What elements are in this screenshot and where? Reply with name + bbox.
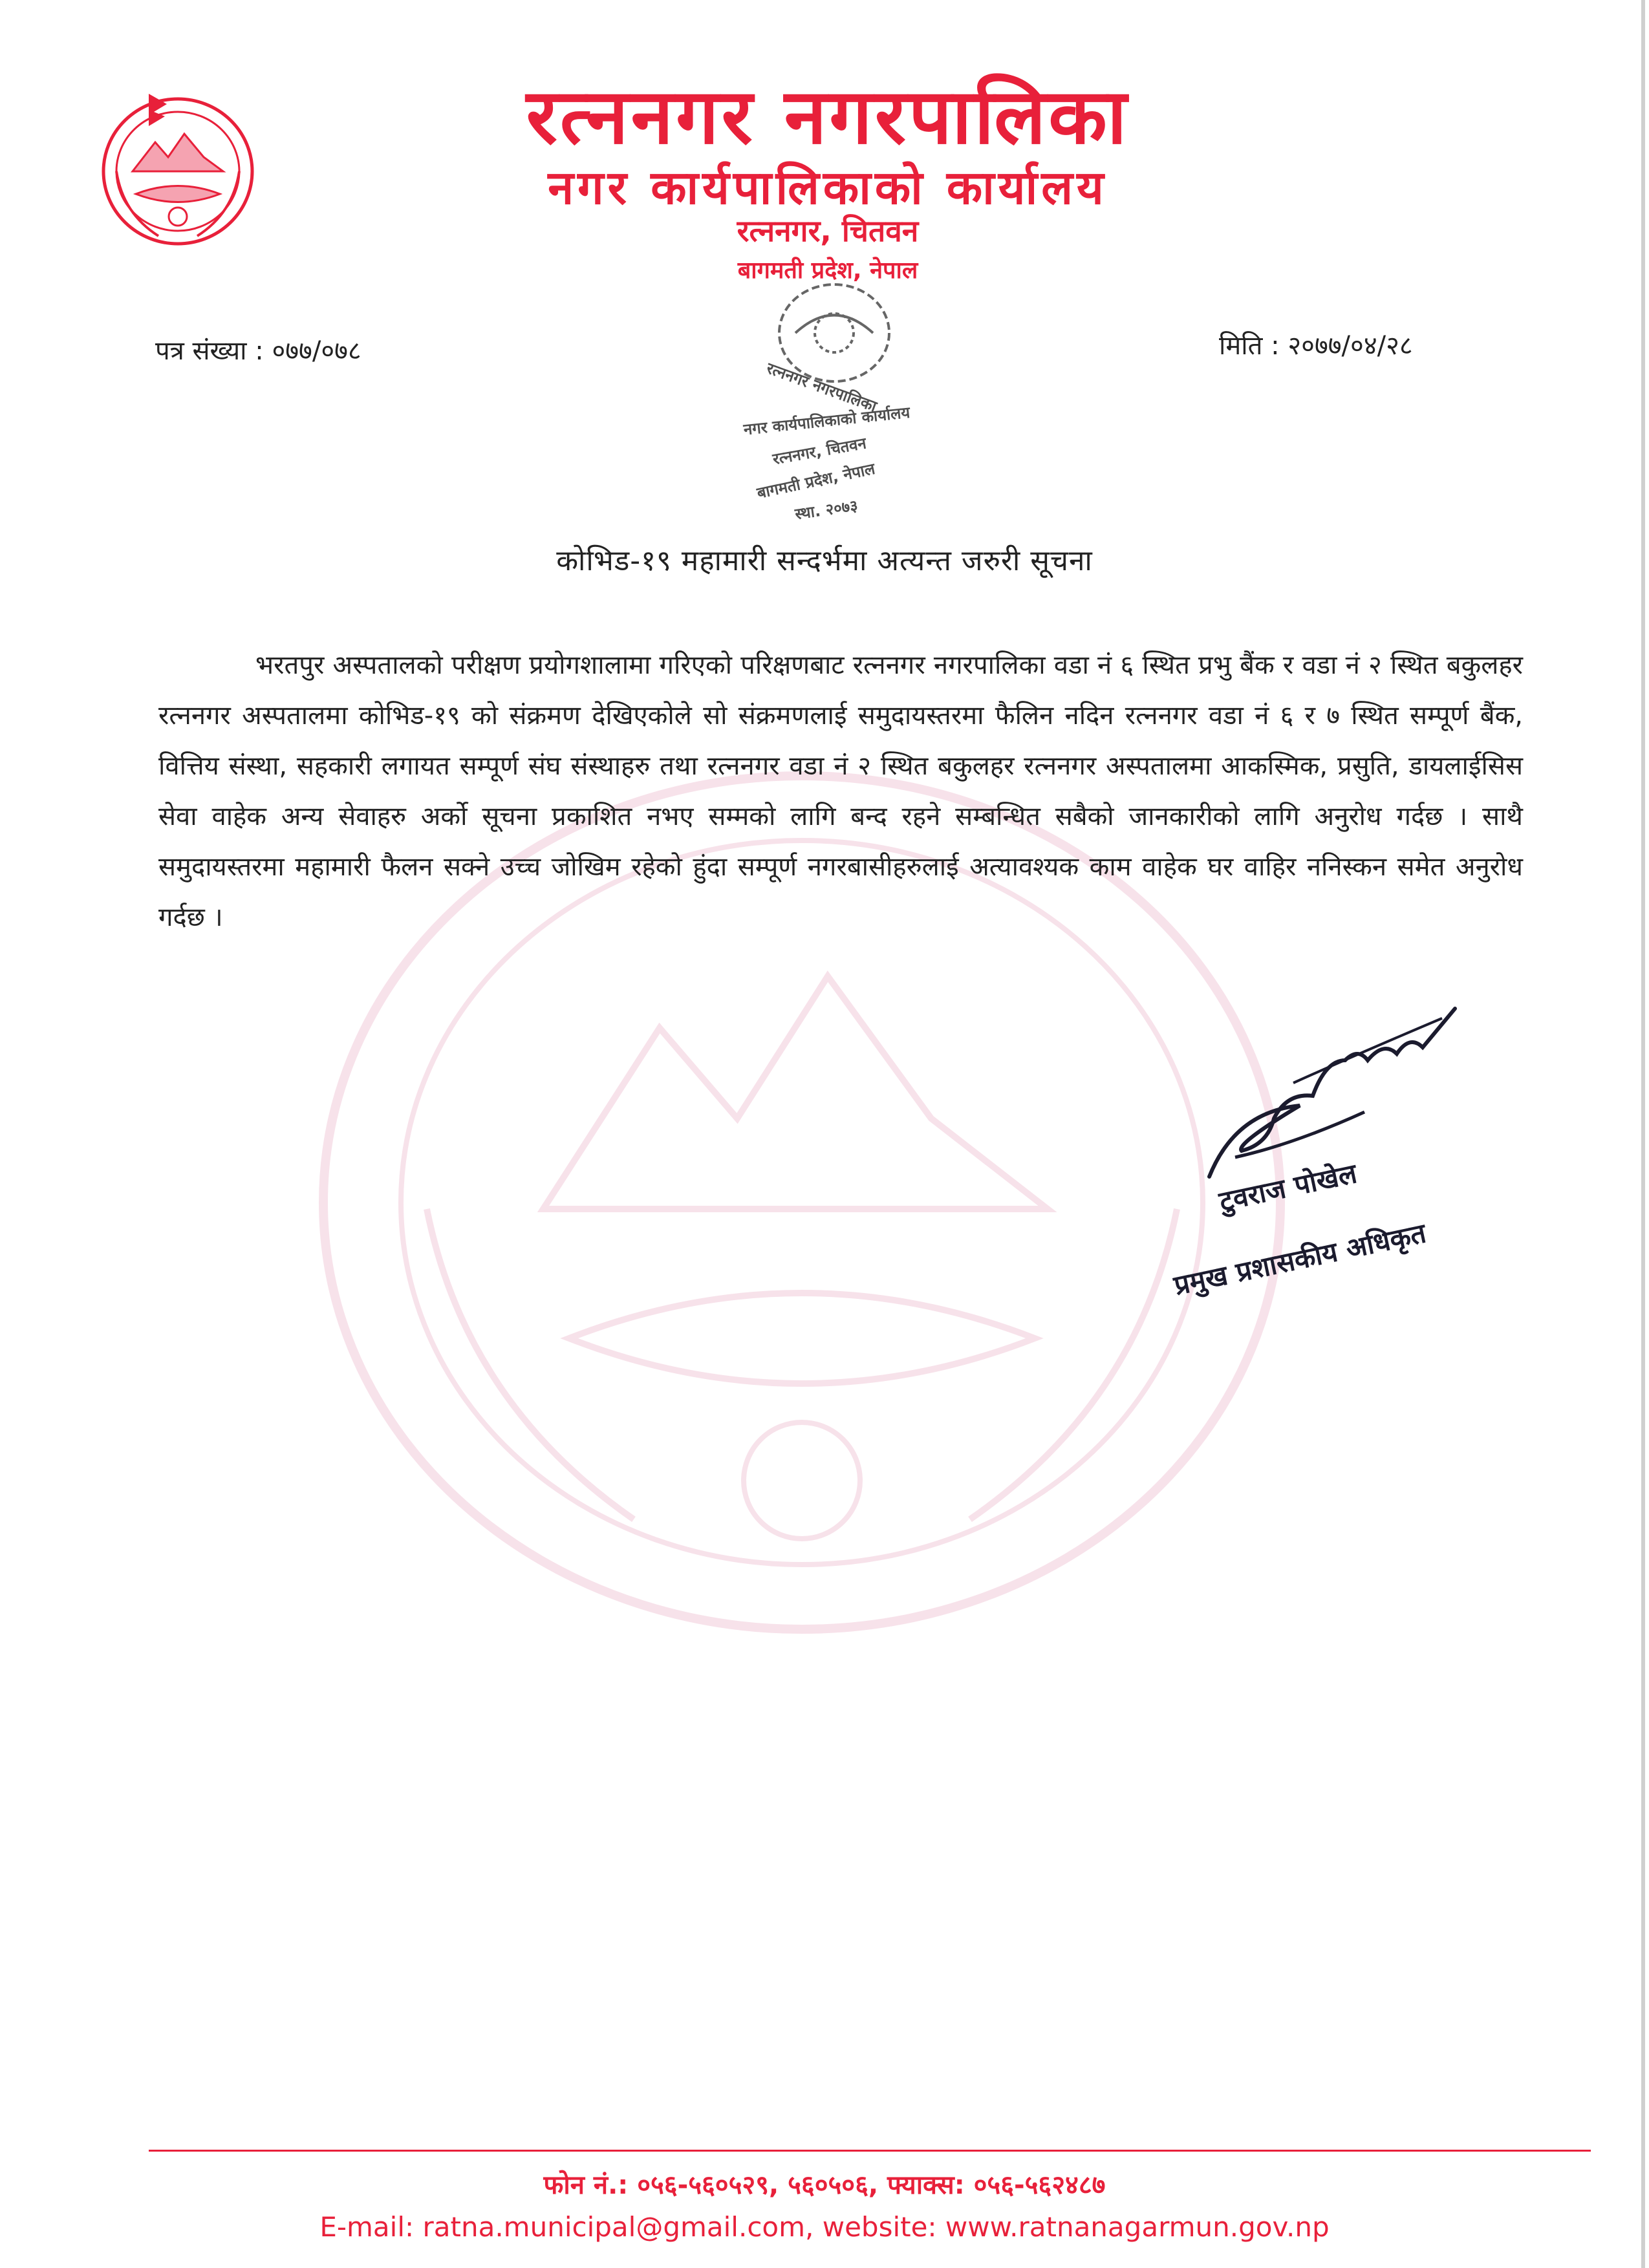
office-name: नगर कार्यपालिकाको कार्यालय	[548, 160, 1108, 215]
organization-name: रत्ननगर नगरपालिका	[526, 72, 1130, 161]
footer-contact-links: E-mail: ratna.municipal@gmail.com, website: www.ratnanagarmun.gov.np	[319, 2211, 1330, 2243]
reference-number	[155, 332, 361, 367]
stamp-line-3: रत्ननगर, चितवन	[771, 434, 868, 469]
office-stamp	[698, 272, 970, 530]
signatory-name: टुवराज पोखेल	[1216, 1157, 1360, 1217]
stamp-line-2: नगर कार्यपालिकाको कार्यालय	[742, 403, 911, 439]
office-province: बागमती प्रदेश, नेपाल	[737, 257, 918, 284]
signatory-title: प्रमुख प्रशासकीय अधिकृत	[1171, 1217, 1429, 1301]
reference-label: पत्र संख्या :	[155, 336, 264, 366]
office-city: रत्ननगर, चितवन	[737, 213, 919, 248]
scan-edge	[1641, 0, 1645, 2268]
footer-phone: फोन नं.: ०५६-५६०५२९, ५६०५०६, फ्याक्स: ०५६-५६२४८७	[543, 2170, 1106, 2200]
stamp-line-4: बागमती प्रदेश, नेपाल	[755, 459, 877, 502]
reference-value: ०७७/०७८	[272, 336, 361, 366]
letter-date	[1219, 326, 1413, 362]
date-value: २०७७/०४/२८	[1288, 331, 1413, 361]
stamp-line-5: स्था. २०७३	[793, 496, 859, 524]
stamp-line-1: रत्ननगर नगरपालिका	[764, 359, 879, 416]
municipality-emblem-icon	[97, 81, 259, 249]
notice-body: भरतपुर अस्पतालको परीक्षण प्रयोगशालामा गरिएको परिक्षणबाट रत्ननगर नगरपालिका वडा नं ६ स्थित प्रभु बैंक र वडा नं २ स्थित बकुलहर रत्ननगर अस्पतालमा कोभिड-१९ को संक्रमण देखिएकोले सो संक्रमणलाई समुदायस्तरमा फैलिन नदिन रत्ननगर वडा नं ६ र ७ स्थित सम्पूर्ण बैंक, वित्तिय संस्था, सहकारी लगायत सम्पूर्ण संघ संस्थाहरु तथा रत्ननगर वडा नं २ स्थित बकुलहर रत्ननगर अस्पतालमा आकस्मिक, प्रसुति, डायलाईसिस सेवा वाहेक अन्य सेवाहरु अर्को सूचना प्रकाशित नभए सम्मको लागि बन्द रहने सम्बन्धित सबैको जानकारीको लागि अनुरोध गर्दछ । साथै समुदायस्तरमा महामारी फैलन सक्ने उच्च जोखिम रहेको हुंदा सम्पूर्ण नगरबासीहरुलाई अत्यावश्यक काम वाहेक घर वाहिर ननिस्कन समेत अनुरोध गर्दछ ।	[158, 650, 1523, 932]
notice-subject: कोभिड-१९ महामारी सन्दर्भमा अत्यन्त जरुरी सूचना	[556, 544, 1093, 577]
date-label: मिति :	[1219, 331, 1280, 361]
footer-divider	[149, 2150, 1591, 2152]
